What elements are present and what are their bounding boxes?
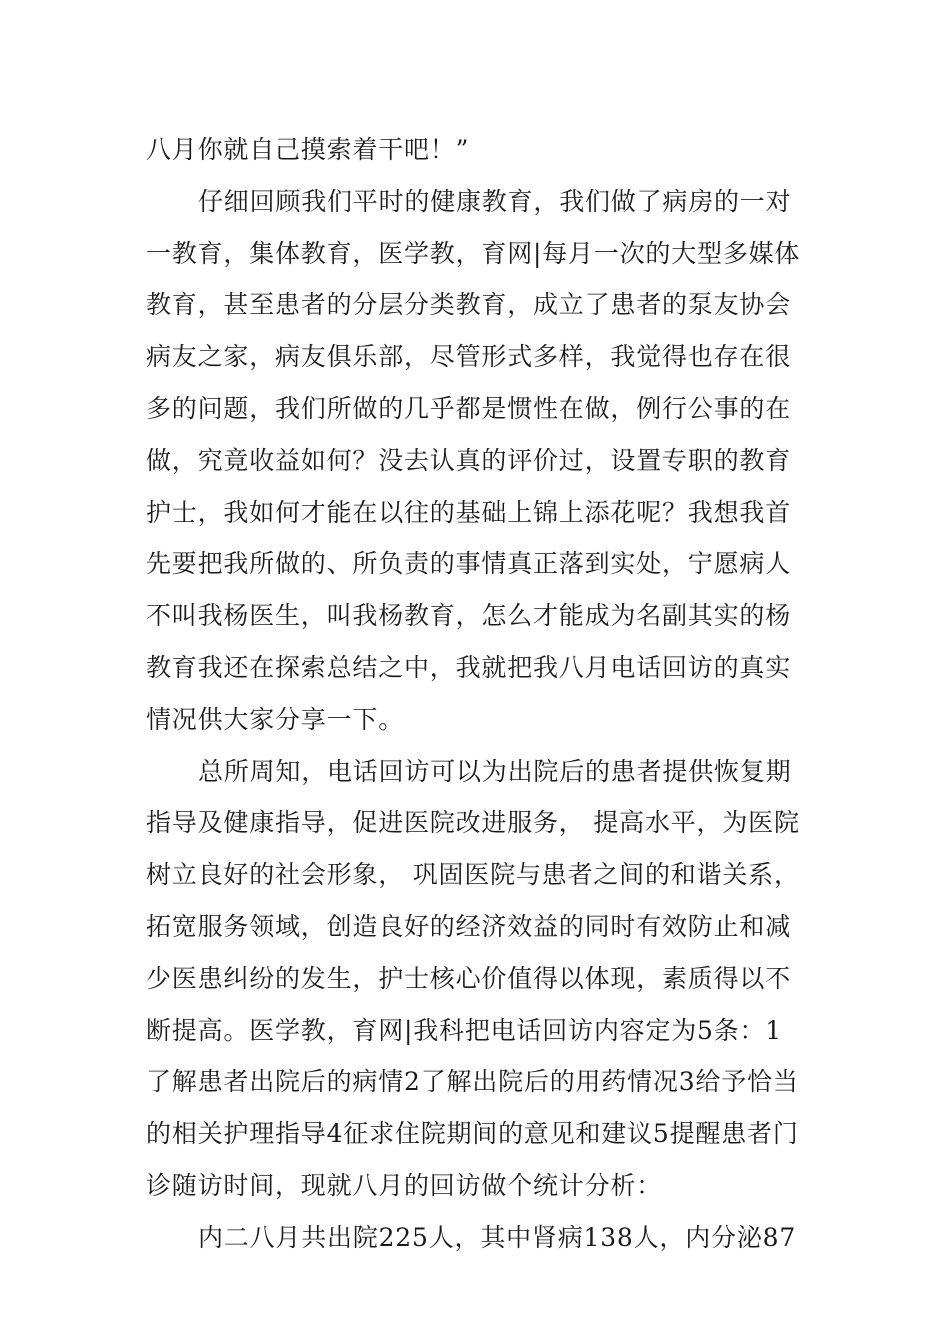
text-line: 总所周知，电话回访可以为出院后的患者提供恢复期 [198,756,792,786]
text-line: 指导及健康指导，促进医院改进服务， 提高水平，为医院 [146,808,800,838]
text-line: 不叫我杨医生，叫我杨教育，怎么才能成为名副其实的杨 [146,601,792,631]
text-line: 做，究竟收益如何？没去认真的评价过，设置专职的教育 [146,445,792,475]
text-line: 教育，甚至患者的分层分类教育，成立了患者的泵友协会 [146,290,792,320]
text-line: 一教育，集体教育，医学教，育网|每月一次的大型多媒体 [146,238,801,268]
body-text [146,124,810,1264]
text-line: 了解患者出院后的病情2了解出院后的用药情况3给予恰当 [146,1067,799,1097]
text-line: 诊随访时间，现就八月的回访做个统计分析： [146,1170,663,1200]
text-line: 的相关护理指导4征求住院期间的意见和建议5提醒患者门 [146,1119,799,1149]
text-line: 少医患纠纷的发生，护士核心价值得以体现，素质得以不 [146,963,792,993]
text-line: 拓宽服务领域，创造良好的经济效益的同时有效防止和减 [146,911,792,941]
text-line: 八月你就自己摸索着干吧！” [146,135,470,164]
text-line: 断提高。医学教，育网|我科把电话回访内容定为5条：1 [146,1015,783,1045]
text-line: 树立良好的社会形象， 巩固医院与患者之间的和谐关系， [146,860,800,890]
text-line: 仔细回顾我们平时的健康教育，我们做了病房的一对 [198,186,792,216]
text-line: 教育我还在探索总结之中，我就把我八月电话回访的真实 [146,652,792,682]
text-line: 先要把我所做的、所负责的事情真正落到实处，宁愿病人 [146,549,792,579]
text-line: 情况供大家分享一下。 [146,704,405,734]
text-line: 多的问题，我们所做的几乎都是惯性在做，例行公事的在 [146,393,792,423]
text-line: 护士，我如何才能在以往的基础上锦上添花呢？我想我首 [146,497,792,527]
text-line: 内二八月共出院225人，其中肾病138人，内分泌87 [198,1222,797,1252]
text-line: 病友之家，病友俱乐部，尽管形式多样，我觉得也存在很 [146,342,792,372]
